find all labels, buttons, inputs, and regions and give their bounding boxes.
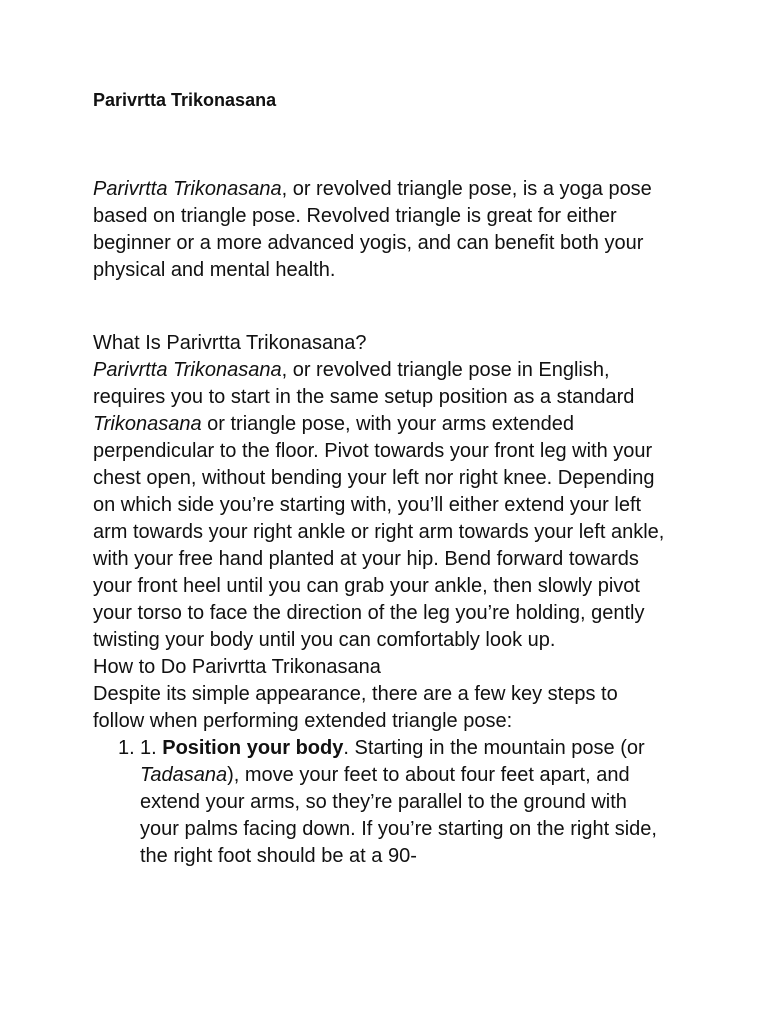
steps-list: [93, 735, 673, 870]
section1-text-b: or triangle pose, with your arms extended perpendicular to the floor. Pivot towards your front leg with your chest open, without bending your left nor right knee. Depending on which side you’re starting with, you’ll either extend your left arm towards your right ankle or right arm towards your left ankle, with your free hand planted at your hip. Bend forward towards your front heel until you can grab your ankle, then slowly pivot your torso to face the direction of the leg you’re holding, gently twisting your body until you can comfortably look up.: [93, 413, 665, 651]
intro-pose-name: Parivrtta Trikonasana: [93, 178, 282, 200]
list-marker: 1.: [118, 737, 135, 759]
step-text-a: . Starting in the mountain pose (or: [343, 737, 645, 759]
main-section: [93, 330, 673, 870]
step-text-b: ), move your feet to about four feet apart, and extend your arms, so they’re parallel to the ground with your palms facing down. If you’re starting on the right side, the right foot should be at a 90-: [140, 764, 657, 867]
intro-paragraph: [93, 176, 673, 284]
step-bold-label: Position your body: [162, 737, 344, 759]
section2-intro: Despite its simple appearance, there are a few key steps to follow when performing extended triangle pose:: [93, 683, 618, 732]
section1-text-a: , or revolved triangle pose in English, requires you to start in the same setup position as a standard: [93, 359, 635, 408]
section1-pose-name: Parivrtta Trikonasana: [93, 359, 282, 381]
list-item: [93, 735, 665, 870]
step-number: 1.: [140, 737, 163, 759]
intro-text: , or revolved triangle pose, is a yoga pose based on triangle pose. Revolved triangle is great for either beginner or a more advanced yogis, and can benefit both your physical and mental health.: [93, 178, 652, 281]
section1-paragraph: [93, 357, 673, 654]
section2-heading: How to Do Parivrtta Trikonasana: [93, 656, 381, 678]
section1-heading: What Is Parivrtta Trikonasana?: [93, 332, 367, 354]
step-italic-term: Tadasana: [140, 764, 228, 786]
document-title: Parivrtta Trikonasana: [93, 90, 277, 110]
section1-standard-name: Trikonasana: [93, 413, 202, 435]
